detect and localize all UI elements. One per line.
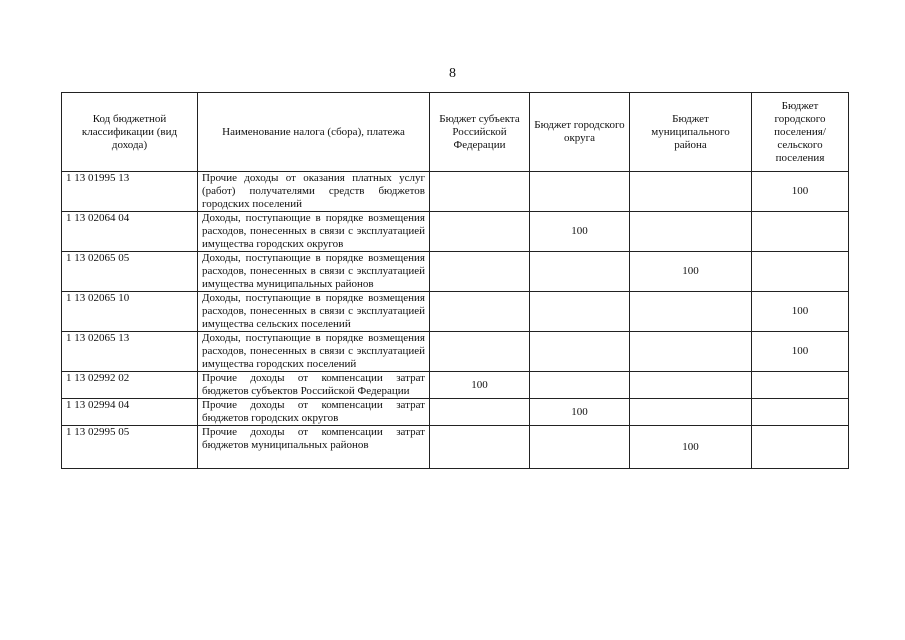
- code-cell: 1 13 02065 13: [62, 332, 198, 372]
- name-cell: Прочие доходы от компенсации затрат бюджетов субъектов Российской Федерации: [198, 372, 430, 399]
- city-district-budget-cell: 100: [530, 212, 630, 252]
- name-cell: Доходы, поступающие в порядке возмещения расходов, понесенных в связи с эксплуатацией имущества сельских поселений: [198, 292, 430, 332]
- code-cell: 1 13 02065 10: [62, 292, 198, 332]
- settlement-budget-cell: [752, 372, 849, 399]
- settlement-budget-cell: [752, 426, 849, 469]
- settlement-budget-cell: [752, 252, 849, 292]
- city-district-budget-cell: [530, 426, 630, 469]
- municipal-district-budget-cell: 100: [630, 426, 752, 469]
- settlement-budget-cell: 100: [752, 172, 849, 212]
- table-row: [62, 399, 849, 426]
- subject-budget-cell: [430, 292, 530, 332]
- municipal-district-budget-cell: [630, 332, 752, 372]
- table-row: [62, 212, 849, 252]
- city-district-budget-cell: [530, 172, 630, 212]
- code-cell: 1 13 02992 02: [62, 372, 198, 399]
- budget-classification-table: [61, 92, 849, 469]
- subject-budget-cell: [430, 212, 530, 252]
- city-district-budget-cell: 100: [530, 399, 630, 426]
- subject-budget-cell: [430, 426, 530, 469]
- table-row: [62, 292, 849, 332]
- subject-budget-cell: [430, 332, 530, 372]
- name-cell: Доходы, поступающие в порядке возмещения расходов, понесенных в связи с эксплуатацией имущества городских округов: [198, 212, 430, 252]
- header-municipal-district-budget: Бюджет муниципального района: [630, 93, 752, 172]
- subject-budget-cell: 100: [430, 372, 530, 399]
- municipal-district-budget-cell: [630, 292, 752, 332]
- code-cell: 1 13 02995 05: [62, 426, 198, 469]
- header-code: Код бюджетной классификации (вид дохода): [62, 93, 198, 172]
- name-cell: Прочие доходы от компенсации затрат бюджетов городских округов: [198, 399, 430, 426]
- table-row: [62, 426, 849, 469]
- municipal-district-budget-cell: [630, 212, 752, 252]
- name-cell: Доходы, поступающие в порядке возмещения расходов, понесенных в связи с эксплуатацией имущества городских поселений: [198, 332, 430, 372]
- table-header-row: [62, 93, 849, 172]
- header-subject-budget: Бюджет субъекта Российской Федерации: [430, 93, 530, 172]
- header-city-district-budget: Бюджет городского округа: [530, 93, 630, 172]
- code-cell: 1 13 02065 05: [62, 252, 198, 292]
- municipal-district-budget-cell: [630, 172, 752, 212]
- code-cell: 1 13 02994 04: [62, 399, 198, 426]
- page-number: 8: [449, 66, 456, 81]
- subject-budget-cell: [430, 172, 530, 212]
- municipal-district-budget-cell: 100: [630, 252, 752, 292]
- city-district-budget-cell: [530, 332, 630, 372]
- table-row: [62, 372, 849, 399]
- name-cell: Доходы, поступающие в порядке возмещения расходов, понесенных в связи с эксплуатацией имущества муниципальных районов: [198, 252, 430, 292]
- name-cell: Прочие доходы от оказания платных услуг (работ) получателями средств бюджетов городских поселений: [198, 172, 430, 212]
- table-row: [62, 332, 849, 372]
- city-district-budget-cell: [530, 372, 630, 399]
- settlement-budget-cell: 100: [752, 332, 849, 372]
- table-row: [62, 172, 849, 212]
- subject-budget-cell: [430, 252, 530, 292]
- header-name: Наименование налога (сбора), платежа: [198, 93, 430, 172]
- code-cell: 1 13 02064 04: [62, 212, 198, 252]
- code-cell: 1 13 01995 13: [62, 172, 198, 212]
- name-cell: Прочие доходы от компенсации затрат бюджетов муниципальных районов: [198, 426, 430, 469]
- header-settlement-budget: Бюджет городского поселения/ сельского поселения: [752, 93, 849, 172]
- subject-budget-cell: [430, 399, 530, 426]
- settlement-budget-cell: 100: [752, 292, 849, 332]
- settlement-budget-cell: [752, 212, 849, 252]
- municipal-district-budget-cell: [630, 399, 752, 426]
- table-row: [62, 252, 849, 292]
- settlement-budget-cell: [752, 399, 849, 426]
- city-district-budget-cell: [530, 252, 630, 292]
- municipal-district-budget-cell: [630, 372, 752, 399]
- city-district-budget-cell: [530, 292, 630, 332]
